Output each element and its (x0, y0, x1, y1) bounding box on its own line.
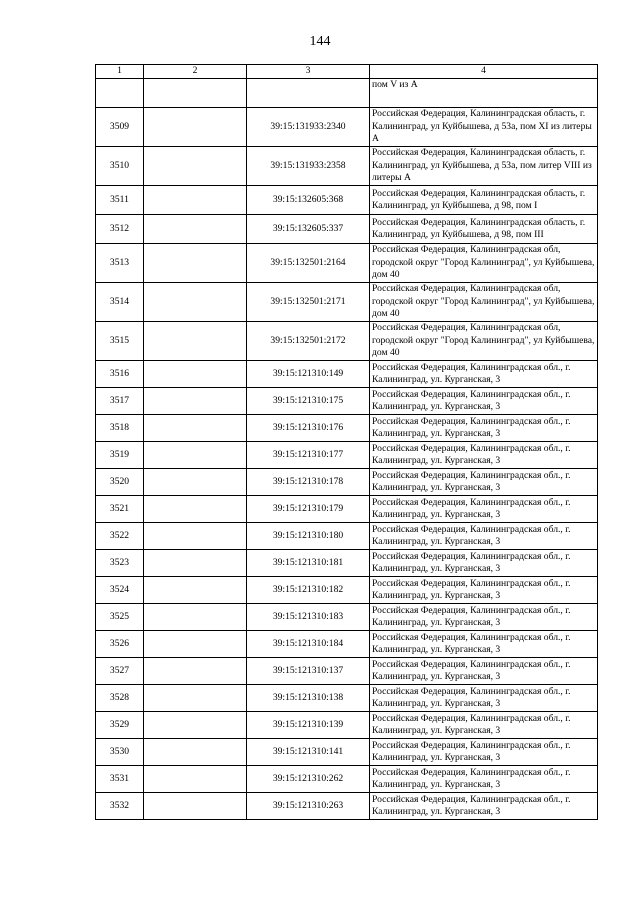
cell-owner (144, 283, 247, 322)
table-row (96, 415, 598, 442)
cell-owner (144, 550, 247, 577)
cell-number: 3522 (96, 523, 144, 550)
table-row (96, 712, 598, 739)
cell-cadastral: 39:15:121310:180 (247, 523, 370, 550)
table-row (96, 108, 598, 147)
table-row (96, 469, 598, 496)
cell-owner (144, 215, 247, 244)
cell-number: 3510 (96, 147, 144, 186)
table-row (96, 631, 598, 658)
cell-number: 3511 (96, 186, 144, 215)
cell-number: 3532 (96, 793, 144, 820)
cell-owner (144, 631, 247, 658)
cell-number: 3516 (96, 361, 144, 388)
page-number: 144 (309, 34, 331, 49)
table-row (96, 766, 598, 793)
table-row (96, 550, 598, 577)
cell-cadastral: 39:15:131933:2340 (247, 108, 370, 147)
table-row (96, 604, 598, 631)
cell-number: 3512 (96, 215, 144, 244)
cell-number: 3524 (96, 577, 144, 604)
cell-cadastral: 39:15:132605:368 (247, 186, 370, 215)
column-header: 2 (144, 65, 247, 79)
table-row (96, 147, 598, 186)
cell-cadastral: 39:15:121310:137 (247, 658, 370, 685)
cell-address: Российская Федерация, Калининградская область, г. Калининград, ул Куйбышева, д 98, пом I (370, 186, 598, 215)
cell-cadastral: 39:15:121310:181 (247, 550, 370, 577)
cell-cadastral: 39:15:121310:262 (247, 766, 370, 793)
cell-number: 3521 (96, 496, 144, 523)
cell-address: пом V из А (370, 79, 598, 108)
cell-number: 3527 (96, 658, 144, 685)
cell-number: 3509 (96, 108, 144, 147)
cell-address: Российская Федерация, Калининградская обл., г. Калининград, ул. Курганская, 3 (370, 658, 598, 685)
table-row (96, 523, 598, 550)
cell-owner (144, 658, 247, 685)
cell-number: 3517 (96, 388, 144, 415)
table-row (96, 388, 598, 415)
cell-number (96, 79, 144, 108)
column-header: 4 (370, 65, 598, 79)
cell-number: 3525 (96, 604, 144, 631)
cell-owner (144, 712, 247, 739)
cell-cadastral: 39:15:132501:2171 (247, 283, 370, 322)
cell-owner (144, 244, 247, 283)
table-row (96, 442, 598, 469)
cell-owner (144, 322, 247, 361)
cell-number: 3519 (96, 442, 144, 469)
cell-cadastral: 39:15:121310:182 (247, 577, 370, 604)
cell-cadastral: 39:15:131933:2358 (247, 147, 370, 186)
table-row (96, 186, 598, 215)
cell-number: 3514 (96, 283, 144, 322)
table-row (96, 283, 598, 322)
cell-cadastral (247, 79, 370, 108)
cell-number: 3513 (96, 244, 144, 283)
cell-address: Российская Федерация, Калининградская обл., г. Калининград, ул. Курганская, 3 (370, 388, 598, 415)
cell-address: Российская Федерация, Калининградская обл., г. Калининград, ул. Курганская, 3 (370, 469, 598, 496)
cell-owner (144, 361, 247, 388)
cell-address: Российская Федерация, Калининградская обл., г. Калининград, ул. Курганская, 3 (370, 604, 598, 631)
cell-address: Российская Федерация, Калининградская обл., г. Калининград, ул. Курганская, 3 (370, 496, 598, 523)
cell-cadastral: 39:15:132501:2164 (247, 244, 370, 283)
table-row (96, 244, 598, 283)
cell-address: Российская Федерация, Калининградская обл., г. Калининград, ул. Курганская, 3 (370, 793, 598, 820)
table-row (96, 215, 598, 244)
table-row (96, 577, 598, 604)
cell-owner (144, 147, 247, 186)
table-row (96, 685, 598, 712)
cell-owner (144, 108, 247, 147)
cell-address: Российская Федерация, Калининградская обл., г. Калининград, ул. Курганская, 3 (370, 577, 598, 604)
cell-owner (144, 415, 247, 442)
cell-cadastral: 39:15:121310:141 (247, 739, 370, 766)
column-header: 3 (247, 65, 370, 79)
header-row (96, 65, 598, 79)
table-row (96, 739, 598, 766)
cell-owner (144, 739, 247, 766)
cell-cadastral: 39:15:121310:139 (247, 712, 370, 739)
cell-address: Российская Федерация, Калининградская обл., г. Калининград, ул. Курганская, 3 (370, 685, 598, 712)
table-row (96, 322, 598, 361)
cell-owner (144, 388, 247, 415)
cell-number: 3515 (96, 322, 144, 361)
cell-address: Российская Федерация, Калининградская обл., г. Калининград, ул. Курганская, 3 (370, 550, 598, 577)
cell-owner (144, 469, 247, 496)
cell-address: Российская Федерация, Калининградская обл, городской округ "Город Калининград", ул Куйбышева, дом 40 (370, 244, 598, 283)
registry-table (95, 64, 598, 820)
cell-number: 3523 (96, 550, 144, 577)
cell-owner (144, 496, 247, 523)
cell-cadastral: 39:15:121310:138 (247, 685, 370, 712)
cell-owner (144, 766, 247, 793)
column-header: 1 (96, 65, 144, 79)
cell-owner (144, 685, 247, 712)
cell-cadastral: 39:15:121310:177 (247, 442, 370, 469)
cell-owner (144, 523, 247, 550)
cell-address: Российская Федерация, Калининградская обл., г. Калининград, ул. Курганская, 3 (370, 631, 598, 658)
cell-owner (144, 442, 247, 469)
cell-number: 3528 (96, 685, 144, 712)
cell-owner (144, 186, 247, 215)
cell-number: 3520 (96, 469, 144, 496)
cell-cadastral: 39:15:121310:149 (247, 361, 370, 388)
cell-number: 3531 (96, 766, 144, 793)
table-row (96, 793, 598, 820)
cell-cadastral: 39:15:121310:179 (247, 496, 370, 523)
cell-address: Российская Федерация, Калининградская обл., г. Калининград, ул. Курганская, 3 (370, 442, 598, 469)
cell-owner (144, 577, 247, 604)
cell-cadastral: 39:15:121310:184 (247, 631, 370, 658)
cell-cadastral: 39:15:132501:2172 (247, 322, 370, 361)
cell-address: Российская Федерация, Калининградская область, г. Калининград, ул Куйбышева, д 98, пом III (370, 215, 598, 244)
cell-cadastral: 39:15:121310:263 (247, 793, 370, 820)
cell-cadastral: 39:15:121310:178 (247, 469, 370, 496)
cell-address: Российская Федерация, Калининградская обл., г. Калининград, ул. Курганская, 3 (370, 712, 598, 739)
cell-address: Российская Федерация, Калининградская область, г. Калининград, ул Куйбышева, д 53а, пом литер VIII из литеры А (370, 147, 598, 186)
cell-address: Российская Федерация, Калининградская обл., г. Калининград, ул. Курганская, 3 (370, 361, 598, 388)
cell-address: Российская Федерация, Калининградская область, г. Калининград, ул Куйбышева, д 53а, пом XI из литеры А (370, 108, 598, 147)
cell-number: 3529 (96, 712, 144, 739)
cell-number: 3526 (96, 631, 144, 658)
cell-owner (144, 604, 247, 631)
cell-cadastral: 39:15:121310:175 (247, 388, 370, 415)
cell-address: Российская Федерация, Калининградская обл., г. Калининград, ул. Курганская, 3 (370, 415, 598, 442)
cell-owner (144, 79, 247, 108)
cell-address: Российская Федерация, Калининградская обл., г. Калининград, ул. Курганская, 3 (370, 523, 598, 550)
cell-cadastral: 39:15:132605:337 (247, 215, 370, 244)
cell-cadastral: 39:15:121310:183 (247, 604, 370, 631)
cell-address: Российская Федерация, Калининградская обл, городской округ "Город Калининград", ул Куйбышева, дом 40 (370, 322, 598, 361)
cell-number: 3530 (96, 739, 144, 766)
cell-address: Российская Федерация, Калининградская обл, городской округ "Город Калининград", ул Куйбышева, дом 40 (370, 283, 598, 322)
cell-address: Российская Федерация, Калининградская обл., г. Калининград, ул. Курганская, 3 (370, 766, 598, 793)
table-row (96, 658, 598, 685)
table-row (96, 496, 598, 523)
table-row (96, 361, 598, 388)
cell-number: 3518 (96, 415, 144, 442)
cell-owner (144, 793, 247, 820)
cell-address: Российская Федерация, Калининградская обл., г. Калининград, ул. Курганская, 3 (370, 739, 598, 766)
cell-cadastral: 39:15:121310:176 (247, 415, 370, 442)
continuation-row (96, 79, 598, 108)
